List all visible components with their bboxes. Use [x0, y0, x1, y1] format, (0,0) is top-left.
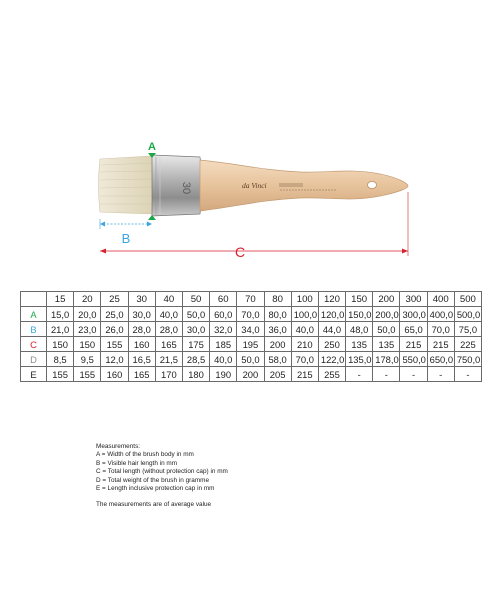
table-cell: 195	[237, 337, 264, 352]
table-cell: 30,0	[128, 307, 155, 322]
brush-bristles	[99, 156, 153, 214]
legend-line-a: A = Width of the brush body in mm	[96, 451, 194, 459]
header-size-cell: 60	[210, 292, 237, 307]
table-cell: 100,0	[291, 307, 318, 322]
table-cell: -	[346, 367, 373, 382]
brush-handle	[200, 160, 408, 211]
table-cell: 122,0	[318, 352, 345, 367]
table-cell: 165	[155, 337, 182, 352]
table-cell: 12,0	[101, 352, 128, 367]
table-cell: 178,0	[373, 352, 400, 367]
table-cell: 200,0	[373, 307, 400, 322]
table-cell: 170	[155, 367, 182, 382]
measurements-legend	[96, 443, 228, 510]
table-cell: 150,0	[346, 307, 373, 322]
legend-line-c: C = Total length (without protection cap) in mm	[96, 468, 228, 476]
header-size-cell: 20	[74, 292, 101, 307]
hanging-hole	[368, 181, 377, 188]
table-cell: 50,0	[182, 307, 209, 322]
table-cell: 32,0	[210, 322, 237, 337]
table-cell: 255	[318, 367, 345, 382]
table-cell: 15,0	[47, 307, 74, 322]
dimensions-table	[20, 291, 482, 382]
header-corner-cell	[21, 292, 47, 307]
table-cell: 28,5	[182, 352, 209, 367]
table-cell: 16,5	[128, 352, 155, 367]
table-cell: 215	[427, 337, 454, 352]
table-row	[21, 352, 482, 367]
table-cell: 175	[182, 337, 209, 352]
table-cell: 180	[182, 367, 209, 382]
header-size-cell: 150	[346, 292, 373, 307]
header-size-cell: 70	[237, 292, 264, 307]
header-size-cell: 25	[101, 292, 128, 307]
header-size-cell: 100	[291, 292, 318, 307]
table-header-row	[21, 292, 482, 307]
header-size-cell: 80	[264, 292, 291, 307]
table-cell: 70,0	[427, 322, 454, 337]
legend-line-d: D = Total weight of the brush in gramme	[96, 476, 210, 484]
table-cell: -	[373, 367, 400, 382]
table-cell: 44,0	[318, 322, 345, 337]
header-size-cell: 400	[427, 292, 454, 307]
table-cell: 58,0	[264, 352, 291, 367]
table-row	[21, 307, 482, 322]
table-cell: 215	[291, 367, 318, 382]
brush-ferrule	[152, 155, 202, 216]
table-cell: 200	[237, 367, 264, 382]
table-cell: 70,0	[291, 352, 318, 367]
table-cell: 160	[101, 367, 128, 382]
table-cell: 550,0	[400, 352, 427, 367]
dimension-b	[100, 219, 152, 246]
table-cell: 165	[128, 367, 155, 382]
row-key-cell: E	[21, 367, 47, 382]
header-size-cell: 500	[454, 292, 481, 307]
table-cell: 200	[264, 337, 291, 352]
table-cell: 60,0	[210, 307, 237, 322]
table-cell: 155	[101, 337, 128, 352]
table-row	[21, 367, 482, 382]
legend-heading: Measurements:	[96, 443, 141, 450]
table-cell: 20,0	[74, 307, 101, 322]
table-cell: 225	[454, 337, 481, 352]
row-key-cell: D	[21, 352, 47, 367]
table-cell: 215	[400, 337, 427, 352]
table-cell: 23,0	[74, 322, 101, 337]
table-cell: 40,0	[291, 322, 318, 337]
table-cell: 70,0	[237, 307, 264, 322]
table-cell: 48,0	[346, 322, 373, 337]
table-cell: 8,5	[47, 352, 74, 367]
table-cell: 650,0	[427, 352, 454, 367]
legend-note: The measurements are of average value	[96, 501, 212, 509]
table-cell: 75,0	[454, 322, 481, 337]
table-cell: 34,0	[237, 322, 264, 337]
brush-diagram	[90, 130, 420, 265]
legend-line-b: B = Visible hair length in mm	[96, 459, 178, 467]
brand-logo: da Vinci	[242, 181, 267, 190]
table-cell: 155	[47, 367, 74, 382]
legend-line-e: E = Length inclusive protection cap in mm	[96, 485, 215, 493]
header-size-cell: 50	[182, 292, 209, 307]
header-size-cell: 300	[400, 292, 427, 307]
table-cell: 150	[74, 337, 101, 352]
table-cell: 400,0	[427, 307, 454, 322]
table-cell: 135	[373, 337, 400, 352]
table-cell: 28,0	[155, 322, 182, 337]
table-row	[21, 322, 482, 337]
table-cell: 300,0	[400, 307, 427, 322]
ferrule-size-label: 30	[180, 181, 192, 195]
table-cell: 160	[128, 337, 155, 352]
header-size-cell: 200	[373, 292, 400, 307]
table-row	[21, 337, 482, 352]
table-cell: 40,0	[155, 307, 182, 322]
table-cell: 250	[318, 337, 345, 352]
table-cell: 9,5	[74, 352, 101, 367]
table-cell: 30,0	[182, 322, 209, 337]
table-cell: 40,0	[210, 352, 237, 367]
table-cell: 36,0	[264, 322, 291, 337]
table-cell: 155	[74, 367, 101, 382]
table-cell: 150	[47, 337, 74, 352]
table-cell: 50,0	[237, 352, 264, 367]
table-cell: 135	[346, 337, 373, 352]
table-cell: -	[427, 367, 454, 382]
dimension-b-label: B	[121, 231, 131, 246]
table-cell: 28,0	[128, 322, 155, 337]
table-cell: -	[454, 367, 481, 382]
table-cell: 210	[291, 337, 318, 352]
table-cell: 190	[210, 367, 237, 382]
table-cell: 135,0	[346, 352, 373, 367]
table-cell: 185	[210, 337, 237, 352]
table-cell: 26,0	[101, 322, 128, 337]
row-key-cell: A	[21, 307, 47, 322]
header-size-cell: 15	[47, 292, 74, 307]
table-cell: 120,0	[318, 307, 345, 322]
table-cell: -	[400, 367, 427, 382]
row-key-cell: B	[21, 322, 47, 337]
header-size-cell: 30	[128, 292, 155, 307]
row-key-cell: C	[21, 337, 47, 352]
table-cell: 21,0	[47, 322, 74, 337]
header-size-cell: 120	[318, 292, 345, 307]
header-size-cell: 40	[155, 292, 182, 307]
dimension-a-label: A	[148, 141, 156, 153]
table-cell: 65,0	[400, 322, 427, 337]
table-cell: 750,0	[454, 352, 481, 367]
table-cell: 205	[264, 367, 291, 382]
table-cell: 80,0	[264, 307, 291, 322]
dimension-c-label: C	[234, 244, 246, 260]
table-cell: 21,5	[155, 352, 182, 367]
table-cell: 500,0	[454, 307, 481, 322]
table-cell: 25,0	[101, 307, 128, 322]
table-cell: 50,0	[373, 322, 400, 337]
